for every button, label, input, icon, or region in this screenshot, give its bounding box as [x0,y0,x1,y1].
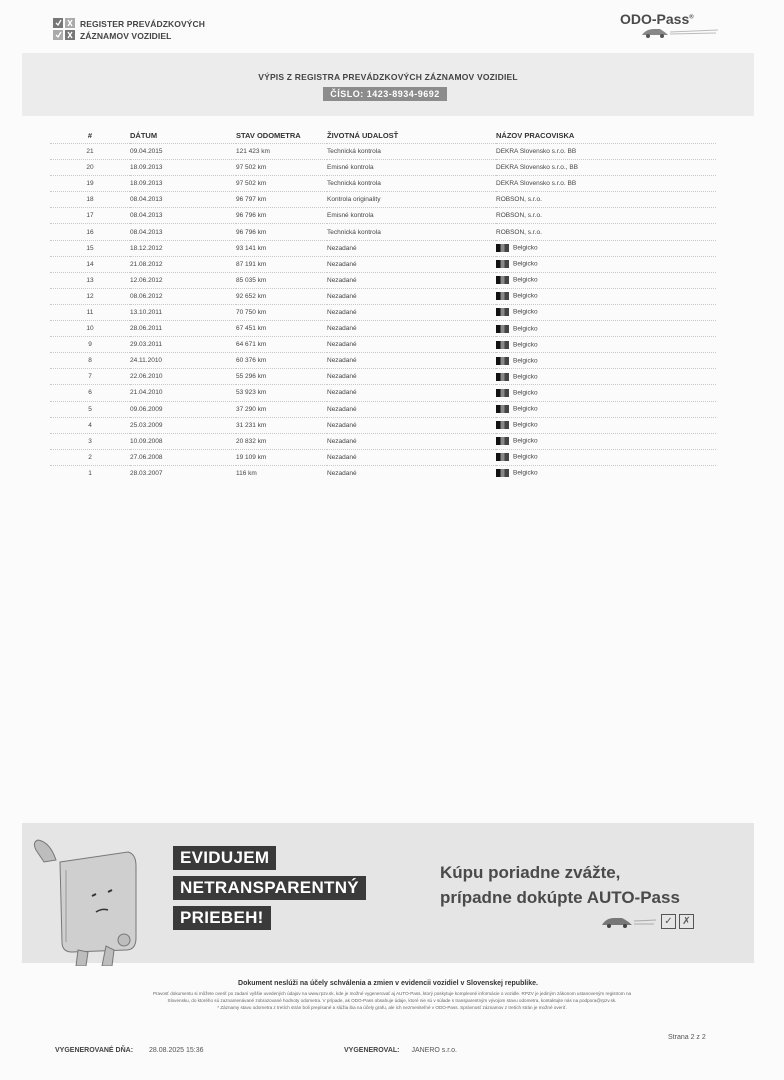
belgium-flag-icon [496,292,509,300]
row-event [327,288,496,304]
odo-pass-brand: ODO-Pass [620,11,690,27]
row-place [496,353,716,369]
trademark-mark: ® [689,14,694,21]
row-event [327,272,496,288]
row-date-text: 27.06.2008 [130,453,163,461]
table-row [50,337,716,353]
row-number-text: 20 [86,164,94,172]
row-event-text: Nezadané [327,469,357,477]
row-place [496,417,716,433]
row-place-text: Belgicko [513,373,538,381]
table-row [50,288,716,304]
row-place-text: Belgicko [513,325,538,333]
belgium-flag-icon [496,276,509,284]
row-event [327,369,496,385]
row-number-text: 17 [86,212,94,220]
row-event-text: Nezadané [327,325,357,333]
row-event [327,449,496,465]
row-date-text: 10.09.2008 [130,437,163,445]
row-event-text: Nezadané [327,292,357,300]
row-date [130,272,236,288]
row-number-text: 21 [86,148,94,156]
row-odometer [236,385,327,401]
document-title: VÝPIS Z REGISTRA PREVÁDZKOVÝCH ZÁZNAMOV VOZIDIEL [258,72,518,82]
table-row [50,304,716,320]
row-event-text: Nezadané [327,276,357,284]
table-row [50,256,716,272]
banner-slogan-line1: Kúpu poriadne zvážte, [440,863,621,882]
row-place [496,433,716,449]
row-place-text: Belgicko [513,454,538,462]
row-event-text: Nezadané [327,405,357,413]
row-place [496,272,716,288]
row-date-text: 22.06.2010 [130,373,163,381]
table-row [50,401,716,417]
row-odometer [236,369,327,385]
row-number-text: 9 [88,341,92,349]
generated-date-value: 28.08.2025 15:36 [149,1047,204,1054]
row-odometer [236,465,327,481]
row-number [50,369,130,385]
row-odometer [236,433,327,449]
row-number-text: 16 [86,228,94,236]
page-number: Strana 2 z 2 [668,1034,706,1041]
row-place-text: Belgicko [513,260,538,268]
row-odometer [236,256,327,272]
table-row [50,192,716,208]
row-place [496,321,716,337]
row-event [327,304,496,320]
table-header-row [50,128,716,144]
row-date-text: 21.04.2010 [130,389,163,397]
disclaimer-line2: Slovensku, do ktorého sú zaznamenávané zobrazované hodnoty odometra. V prípade, ak ODO-Pass obsahuje údaje, ktoré nie sú v súlade s transparentným vývojom stavu odometra, kontaktujte nás na podpora@rpzv.sk. [167,998,617,1003]
row-odometer [236,449,327,465]
row-number-text: 7 [88,373,92,381]
belgium-flag-icon [496,244,509,252]
row-odometer-text: 20 832 km [236,437,267,445]
row-place [496,160,716,176]
row-number-text: 4 [88,421,92,429]
row-odometer [236,288,327,304]
row-place [496,465,716,481]
row-place-text: Belgicko [513,357,538,365]
row-number-text: 13 [86,276,94,284]
row-place [496,144,716,160]
row-odometer [236,353,327,369]
row-date-text: 18.12.2012 [130,244,163,252]
row-event-text: Emisné kontrola [327,164,374,172]
row-event-text: Emisné kontrola [327,212,374,220]
table-row [50,144,716,160]
row-event-text: Nezadané [327,244,357,252]
row-event-text: Kontrola originality [327,196,381,204]
row-number [50,353,130,369]
table-row [50,449,716,465]
register-title-line2: ZÁZNAMOV VOZIDIEL [80,31,172,41]
row-odometer [236,160,327,176]
row-place [496,208,716,224]
row-number [50,337,130,353]
row-event-text: Nezadané [327,373,357,381]
row-event [327,353,496,369]
col-header-event: ŽIVOTNÁ UDALOSŤ [327,131,399,140]
row-odometer [236,304,327,320]
table-row [50,272,716,288]
row-number-text: 1 [88,469,92,477]
records-table [50,128,716,481]
cross-check-icon: ✗ [679,914,694,929]
row-event-text: Nezadané [327,357,357,365]
row-odometer-text: 116 km [236,469,257,477]
row-date-text: 28.06.2011 [130,325,163,333]
row-odometer-text: 60 376 km [236,357,267,365]
row-date-text: 08.04.2013 [130,212,163,220]
row-event [327,321,496,337]
disclaimer-line1: Pravosť dokumentu si môžete overiť po zadaní vyššie uvedených údajov na www.rpzv.sk, kde je možné vygenerovať aj AUTO-Pass, ktorý poskytuje komplexné informácie o vozidle. RPZV je jediným zákonom ustanoveným registrom na [152,991,632,996]
row-place-text: Belgicko [513,341,538,349]
row-number [50,385,130,401]
row-date [130,369,236,385]
belgium-flag-icon [496,357,509,365]
row-number [50,304,130,320]
row-event [327,208,496,224]
banner-line-3: PRIEBEH! [173,906,271,930]
row-place-text: DEKRA Slovensko s.r.o. BB [496,148,577,156]
row-event [327,256,496,272]
document-number: ČÍSLO: 1423-8934-9692 [323,87,447,101]
row-number [50,144,130,160]
table-row [50,417,716,433]
belgium-flag-icon [496,341,509,349]
banner-slogan-line2: prípadne dokúpte AUTO-Pass [440,888,680,907]
row-odometer [236,176,327,192]
row-event [327,160,496,176]
check-icon: ✓ [661,914,676,929]
row-odometer [236,208,327,224]
row-place-text: Belgicko [513,470,538,478]
belgium-flag-icon [496,421,509,429]
belgium-flag-icon [496,469,509,477]
row-date-text: 13.10.2011 [130,308,163,316]
row-odometer [236,401,327,417]
row-place-text: Belgicko [513,437,538,445]
table-row [50,465,716,481]
row-place-text: ROBSON, s.r.o. [496,196,542,204]
belgium-flag-icon [496,260,509,268]
row-event [327,385,496,401]
row-date [130,353,236,369]
row-place [496,192,716,208]
row-event [327,401,496,417]
row-odometer-text: 64 671 km [236,341,267,349]
row-place-text: DEKRA Slovensko s.r.o., BB [496,164,579,172]
row-event [327,433,496,449]
row-date [130,401,236,417]
row-date-text: 08.04.2013 [130,228,163,236]
row-event-text: Technická kontrola [327,228,381,236]
car-icon [640,26,720,38]
row-date-text: 21.08.2012 [130,260,163,268]
table-row [50,224,716,240]
row-odometer-text: 85 035 km [236,276,267,284]
row-number [50,256,130,272]
row-date-text: 28.03.2007 [130,469,163,477]
row-number-text: 6 [88,389,92,397]
col-header-number: # [87,131,93,140]
row-date [130,208,236,224]
row-place [496,385,716,401]
row-odometer-text: 92 652 km [236,292,267,300]
odometer-mascot-icon [32,826,150,966]
row-date [130,337,236,353]
row-number-text: 3 [88,437,92,445]
row-odometer-text: 31 231 km [236,421,267,429]
row-event [327,417,496,433]
row-place [496,304,716,320]
register-title-line1: REGISTER PREVÁDZKOVÝCH [80,19,205,29]
row-date-text: 18.09.2013 [130,164,163,172]
table-row [50,160,716,176]
row-odometer [236,192,327,208]
row-date-text: 09.04.2015 [130,148,163,156]
row-number [50,449,130,465]
row-place [496,401,716,417]
row-date-text: 08.04.2013 [130,196,163,204]
table-row [50,321,716,337]
row-place-text: Belgicko [513,309,538,317]
row-date [130,304,236,320]
generated-date-label: VYGENEROVANÉ DŇA: [55,1047,134,1054]
row-number [50,433,130,449]
register-logo-icon [53,18,75,40]
row-event [327,337,496,353]
banner-slogan [440,860,680,910]
row-date-text: 18.09.2013 [130,180,163,188]
row-date [130,160,236,176]
generated-date-block [55,1047,204,1054]
row-number [50,321,130,337]
row-date [130,385,236,401]
belgium-flag-icon [496,373,509,381]
generated-by-label: VYGENEROVAL: [344,1047,400,1054]
row-place-text: Belgicko [513,293,538,301]
row-number [50,240,130,256]
row-odometer-text: 97 502 km [236,164,267,172]
row-date [130,224,236,240]
row-number [50,224,130,240]
row-place-text: DEKRA Slovensko s.r.o. BB [496,180,577,188]
row-odometer-text: 53 923 km [236,389,267,397]
belgium-flag-icon [496,405,509,413]
row-odometer [236,321,327,337]
banner-line-2: NETRANSPARENTNÝ [173,876,366,900]
row-place-text: ROBSON, s.r.o. [496,212,542,220]
table-row [50,176,716,192]
row-number [50,160,130,176]
row-number-text: 15 [86,244,94,252]
row-date [130,192,236,208]
row-place [496,240,716,256]
row-event-text: Nezadané [327,260,357,268]
row-place-text: Belgicko [513,389,538,397]
row-odometer-text: 87 191 km [236,260,267,268]
table-row [50,353,716,369]
col-header-place: NÁZOV PRACOVISKA [496,131,575,140]
row-place-text: Belgicko [513,244,538,252]
row-number-text: 18 [86,196,94,204]
row-odometer [236,240,327,256]
row-date-text: 29.03.2011 [130,341,163,349]
row-place [496,449,716,465]
col-header-odometer: STAV ODOMETRA [236,131,301,140]
row-place-text: ROBSON, s.r.o. [496,228,542,236]
row-odometer-text: 96 797 km [236,196,267,204]
generated-by-value: JANERO s.r.o. [411,1047,457,1054]
row-event-text: Nezadané [327,389,357,397]
row-number-text: 5 [88,405,92,413]
row-number [50,465,130,481]
row-place-text: Belgicko [513,405,538,413]
row-odometer [236,337,327,353]
row-place-text: Belgicko [513,277,538,285]
register-title [80,18,205,42]
row-event [327,224,496,240]
row-place [496,337,716,353]
row-event [327,240,496,256]
records-body [50,144,716,481]
row-odometer-text: 37 290 km [236,405,267,413]
row-event [327,144,496,160]
row-odometer-text: 19 109 km [236,453,267,461]
row-number-text: 11 [86,308,94,316]
row-odometer-text: 96 796 km [236,228,267,236]
row-odometer [236,144,327,160]
row-odometer-text: 96 796 km [236,212,267,220]
row-event-text: Technická kontrola [327,148,381,156]
row-event [327,465,496,481]
banner-line-1: EVIDUJEM [173,846,276,870]
row-date [130,465,236,481]
row-date-text: 25.03.2009 [130,421,163,429]
row-number [50,208,130,224]
disclaimer-main: Dokument neslúži na účely schválenia a zmien v evidencii vozidiel v Slovenskej republike. [238,980,538,987]
odo-pass-logo [620,11,694,27]
table-row [50,369,716,385]
row-date [130,144,236,160]
row-number [50,288,130,304]
row-odometer-text: 121 423 km [236,148,270,156]
disclaimer-details [50,990,734,1011]
row-event-text: Nezadané [327,453,357,461]
row-place [496,176,716,192]
row-date [130,256,236,272]
belgium-flag-icon [496,325,509,333]
row-number-text: 10 [86,325,94,333]
row-place [496,288,716,304]
row-event-text: Nezadané [327,341,357,349]
belgium-flag-icon [496,437,509,445]
row-date [130,176,236,192]
row-event [327,176,496,192]
row-date [130,288,236,304]
row-date-text: 12.06.2012 [130,276,163,284]
row-odometer-text: 97 502 km [236,180,267,188]
table-row [50,385,716,401]
row-number-text: 2 [88,453,92,461]
row-number [50,417,130,433]
row-date [130,321,236,337]
row-date [130,433,236,449]
table-row [50,433,716,449]
row-place [496,256,716,272]
row-odometer-text: 70 750 km [236,308,267,316]
row-odometer [236,417,327,433]
table-row [50,208,716,224]
auto-pass-car-icon [600,914,656,928]
generated-by-block [344,1047,457,1054]
row-number-text: 14 [86,260,94,268]
row-number-text: 8 [88,357,92,365]
row-place [496,369,716,385]
row-event-text: Technická kontrola [327,180,381,188]
row-odometer-text: 55 296 km [236,373,267,381]
row-number [50,401,130,417]
row-number [50,272,130,288]
row-odometer-text: 93 141 km [236,244,267,252]
belgium-flag-icon [496,453,509,461]
row-event-text: Nezadané [327,308,357,316]
row-number-text: 12 [86,292,94,300]
title-band [22,53,754,116]
row-date [130,449,236,465]
row-odometer [236,272,327,288]
row-date-text: 24.11.2010 [130,357,163,365]
row-date-text: 08.06.2012 [130,292,163,300]
row-event-text: Nezadané [327,421,357,429]
row-number-text: 19 [86,180,94,188]
disclaimer-line3: * Záznamy stavu odometra z tretích strán boli prepísané a slúžia iba na účely grafu, ale ich nezmeniteľné v ODO-Pass. Správnosť záznamov z tretích strán je možné overiť. [217,1005,567,1010]
row-date [130,240,236,256]
row-odometer-text: 67 451 km [236,325,267,333]
row-event-text: Nezadané [327,437,357,445]
table-row [50,240,716,256]
col-header-date: DÁTUM [130,131,158,140]
row-number [50,176,130,192]
belgium-flag-icon [496,308,509,316]
row-date-text: 09.06.2009 [130,405,163,413]
row-place-text: Belgicko [513,421,538,429]
row-number [50,192,130,208]
belgium-flag-icon [496,389,509,397]
row-place [496,224,716,240]
row-event [327,192,496,208]
row-date [130,417,236,433]
row-odometer [236,224,327,240]
